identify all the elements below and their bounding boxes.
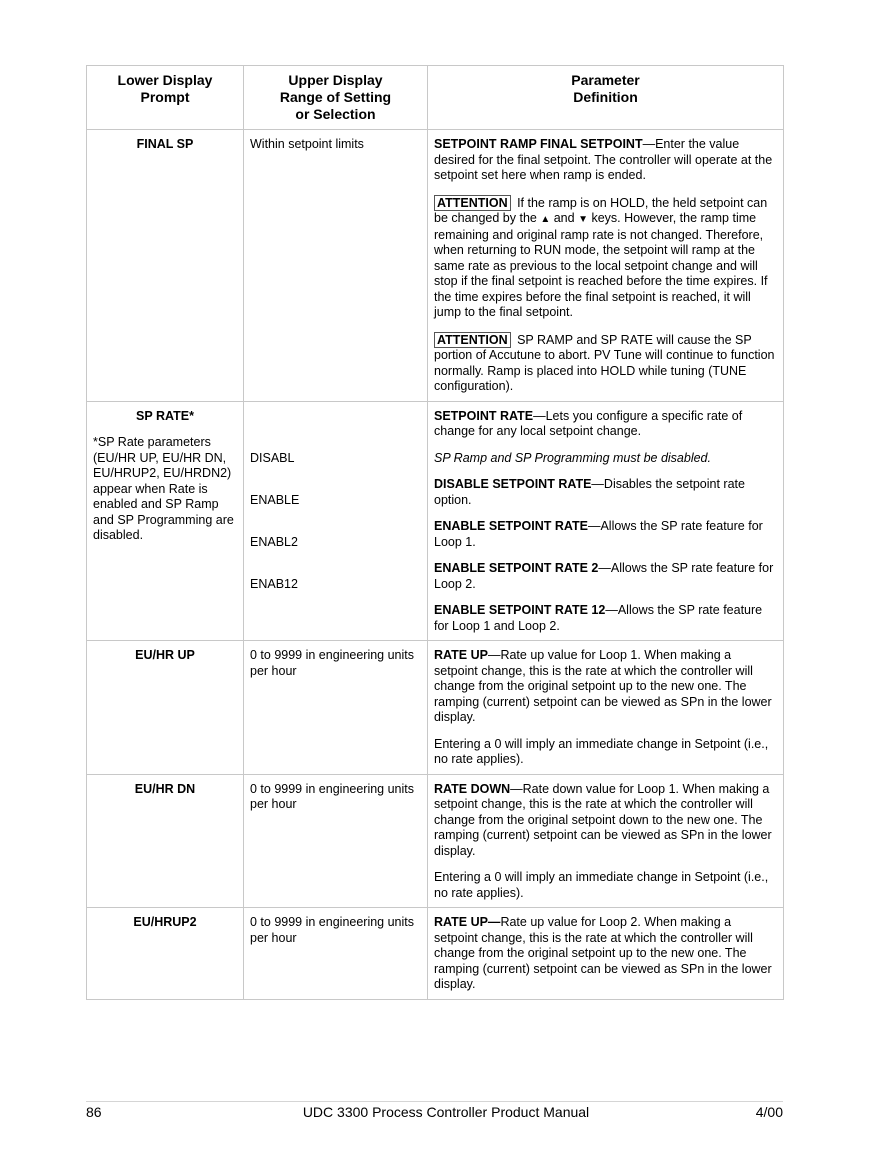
prompt-final-sp bbox=[87, 130, 244, 402]
definition-text: —Disables the setpoint rate option. bbox=[434, 477, 745, 507]
footer-divider bbox=[86, 1101, 783, 1102]
table-row-eu-hrup2 bbox=[87, 908, 784, 1000]
range-final-sp bbox=[244, 130, 428, 402]
attention-paragraph-2 bbox=[434, 332, 777, 395]
header-col3-text: Parameter Definition bbox=[571, 72, 640, 105]
header-upper-display-range bbox=[244, 66, 428, 130]
table-row-eu-hr-dn bbox=[87, 774, 784, 908]
table-header-row bbox=[87, 66, 784, 130]
definition-term: RATE DOWN bbox=[434, 781, 511, 796]
prompt-eu-hr-dn bbox=[87, 774, 244, 908]
range-sp-rate bbox=[244, 401, 428, 641]
header-col1-text: Lower Display Prompt bbox=[117, 72, 213, 105]
definition-term: ENABLE SETPOINT RATE bbox=[434, 519, 588, 533]
attention-text-a: If the ramp is on HOLD, the held setpoint can be changed by the bbox=[434, 195, 768, 225]
definition-text: —Allows the SP rate feature for Loop 1 and Loop 2. bbox=[434, 603, 763, 633]
table-row-sp-rate bbox=[87, 401, 784, 641]
definition-term: SETPOINT RAMP FINAL SETPOINT bbox=[434, 137, 643, 151]
and-text: and bbox=[550, 211, 579, 225]
definition-text: —Rate down value for Loop 1. When making a setpoint change, this is the rate at which the controller will change from the original setpoint down to the new one. The ramping (current) setpoint can be viewed as SPn in the lower display. bbox=[434, 781, 772, 858]
definition-option-disabl bbox=[434, 477, 777, 508]
prompt-eu-hr-up bbox=[87, 641, 244, 775]
range-text: 0 to 9999 in engineering units per hour bbox=[250, 648, 415, 678]
prompt-sp-rate bbox=[87, 401, 244, 641]
prompt-text: EU/HRUP2 bbox=[133, 915, 197, 929]
down-arrow-icon: ▼ bbox=[578, 214, 588, 225]
prompt-text: EU/HR UP bbox=[135, 648, 195, 662]
parameter-table bbox=[86, 65, 784, 1000]
definition-paragraph bbox=[434, 137, 777, 184]
header-lower-display-prompt bbox=[87, 66, 244, 130]
footer-manual-title: UDC 3300 Process Controller Product Manual bbox=[302, 1104, 590, 1120]
definition-paragraph bbox=[434, 409, 777, 440]
definition-eu-hr-dn bbox=[428, 774, 784, 908]
range-text: Within setpoint limits bbox=[250, 137, 364, 151]
definition-text: —Enter the value desired for the final setpoint. The controller will operate at the setpoint set here when ramp is ended. bbox=[434, 137, 773, 182]
definition-note: SP Ramp and SP Programming must be disabled. bbox=[434, 450, 711, 465]
definition-term: RATE UP— bbox=[434, 915, 501, 929]
definition-term: ENABLE SETPOINT RATE 2 bbox=[434, 561, 599, 575]
definition-eu-hr-up bbox=[428, 641, 784, 775]
range-eu-hr-up bbox=[244, 641, 428, 775]
definition-option-enable bbox=[434, 519, 777, 550]
header-col2-text: Upper Display Range of Setting or Selection bbox=[279, 72, 392, 122]
footer-page-number: 86 bbox=[86, 1104, 102, 1120]
definition-term: SETPOINT RATE bbox=[434, 408, 534, 423]
prompt-text: SP RATE* bbox=[136, 408, 194, 423]
attention-label: ATTENTION bbox=[434, 195, 511, 211]
definition-option-enabl2 bbox=[434, 561, 777, 592]
range-option-enab12: ENAB12 bbox=[250, 576, 298, 591]
definition-final-sp bbox=[428, 130, 784, 402]
attention-label: ATTENTION bbox=[434, 332, 511, 348]
definition-term: ENABLE SETPOINT RATE 12 bbox=[434, 603, 606, 617]
range-option-disabl: DISABL bbox=[250, 450, 295, 465]
table-row-final-sp bbox=[87, 130, 784, 402]
definition-term: DISABLE SETPOINT RATE bbox=[434, 477, 592, 491]
footer-date: 4/00 bbox=[755, 1104, 783, 1120]
definition-text: —Lets you configure a specific rate of change for any local setpoint change. bbox=[434, 408, 743, 438]
definition-eu-hrup2 bbox=[428, 908, 784, 1000]
prompt-text: EU/HR DN bbox=[134, 781, 196, 796]
definition-paragraph bbox=[434, 915, 777, 993]
range-option-enabl2: ENABL2 bbox=[250, 534, 298, 549]
header-parameter-definition bbox=[428, 66, 784, 130]
prompt-eu-hrup2 bbox=[87, 908, 244, 1000]
prompt-text: FINAL SP bbox=[136, 137, 194, 151]
range-text: 0 to 9999 in engineering units per hour bbox=[250, 781, 415, 811]
range-eu-hr-dn bbox=[244, 774, 428, 908]
attention-paragraph-1 bbox=[434, 195, 777, 321]
definition-term: RATE UP bbox=[434, 648, 488, 662]
definition-text: Rate up value for Loop 2. When making a setpoint change, this is the rate at which the controller will change from the original setpoint up to the new one. The ramping (current) setpoint can be viewed as SPn in the lower display. bbox=[434, 915, 772, 991]
definition-paragraph bbox=[434, 782, 777, 860]
table-row-eu-hr-up bbox=[87, 641, 784, 775]
sp-rate-footnote: *SP Rate parameters (EU/HR UP, EU/HR DN, EU/HRUP2, EU/HRDN2) appear when Rate is enabled and SP Ramp and SP Programming are disabled. bbox=[93, 435, 234, 542]
definition-text: —Allows the SP rate feature for Loop 2. bbox=[434, 561, 774, 591]
definition-text: —Allows the SP rate feature for Loop 1. bbox=[434, 519, 763, 549]
definition-paragraph bbox=[434, 648, 777, 726]
attention-text-b: keys. However, the ramp time remaining and original ramp rate is not changed. Therefore, when returning to RUN mode, the setpoint will ramp at the same rate as previous to the local setpoint change and will stop if the final setpoint is reached before the time expires. If the time expires before the final setpoint is reached, it will jump to the final setpoint. bbox=[434, 211, 768, 319]
up-arrow-icon: ▲ bbox=[540, 214, 551, 225]
range-text: 0 to 9999 in engineering units per hour bbox=[250, 915, 415, 945]
attention-text: SP RAMP and SP RATE will cause the SP portion of Accutune to abort. PV Tune will continue to function normally. Ramp is placed into HOLD while tuning (TUNE configuration). bbox=[434, 332, 775, 393]
definition-option-enab12 bbox=[434, 603, 777, 634]
definition-paragraph-2: Entering a 0 will imply an immediate change in Setpoint (i.e., no rate applies). bbox=[434, 870, 769, 900]
range-eu-hrup2 bbox=[244, 908, 428, 1000]
definition-paragraph-2: Entering a 0 will imply an immediate change in Setpoint (i.e., no rate applies). bbox=[434, 736, 769, 766]
definition-sp-rate bbox=[428, 401, 784, 641]
range-option-enable: ENABLE bbox=[250, 492, 300, 507]
definition-text: —Rate up value for Loop 1. When making a setpoint change, this is the rate at which the controller will change from the original setpoint up to the new one. The ramping (current) setpoint can be viewed as SPn in the lower display. bbox=[434, 648, 772, 724]
